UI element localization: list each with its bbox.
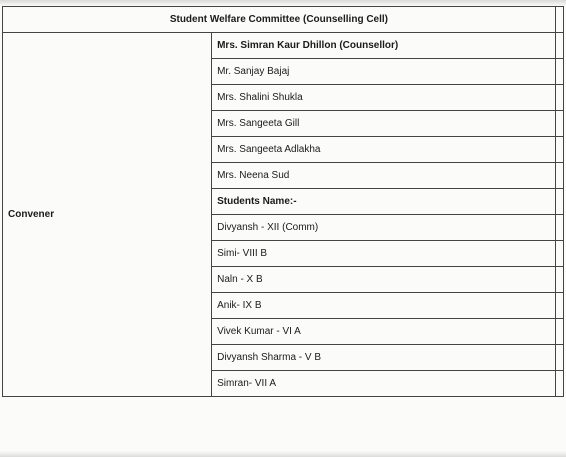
student-name: Anik- IX B	[212, 293, 556, 319]
table-edge-cell	[555, 163, 563, 189]
students-heading: Students Name:-	[212, 189, 556, 215]
student-name: Naln - X B	[212, 267, 556, 293]
member-name: Mrs. Neena Sud	[212, 163, 556, 189]
member-name: Mrs. Shalini Shukla	[212, 85, 556, 111]
table-edge-cell	[555, 85, 563, 111]
table-edge-cell	[555, 293, 563, 319]
table-edge-cell	[555, 137, 563, 163]
convener-label: Convener	[3, 33, 212, 397]
table-edge-cell	[555, 345, 563, 371]
student-name: Divyansh - XII (Comm)	[212, 215, 556, 241]
table-row	[3, 33, 564, 59]
member-name: Mrs. Simran Kaur Dhillon (Counsellor)	[212, 33, 556, 59]
table-edge-cell	[555, 319, 563, 345]
member-name: Mr. Sanjay Bajaj	[212, 59, 556, 85]
committee-table	[2, 6, 564, 397]
student-name: Divyansh Sharma - V B	[212, 345, 556, 371]
page-bottom-edge	[0, 451, 566, 457]
member-name: Mrs. Sangeeta Gill	[212, 111, 556, 137]
table-title: Student Welfare Committee (Counselling Cell)	[3, 7, 556, 33]
table-edge-cell	[555, 371, 563, 397]
table-edge-cell	[555, 59, 563, 85]
table-edge-cell	[555, 189, 563, 215]
table-title-row	[3, 7, 564, 33]
table-edge-cell	[555, 7, 563, 33]
table-edge-cell	[555, 33, 563, 59]
member-name: Mrs. Sangeeta Adlakha	[212, 137, 556, 163]
student-name: Simran- VII A	[212, 371, 556, 397]
table-edge-cell	[555, 267, 563, 293]
table-edge-cell	[555, 215, 563, 241]
student-name: Vivek Kumar - VI A	[212, 319, 556, 345]
student-name: Simi- VIII B	[212, 241, 556, 267]
table-edge-cell	[555, 241, 563, 267]
table-edge-cell	[555, 111, 563, 137]
